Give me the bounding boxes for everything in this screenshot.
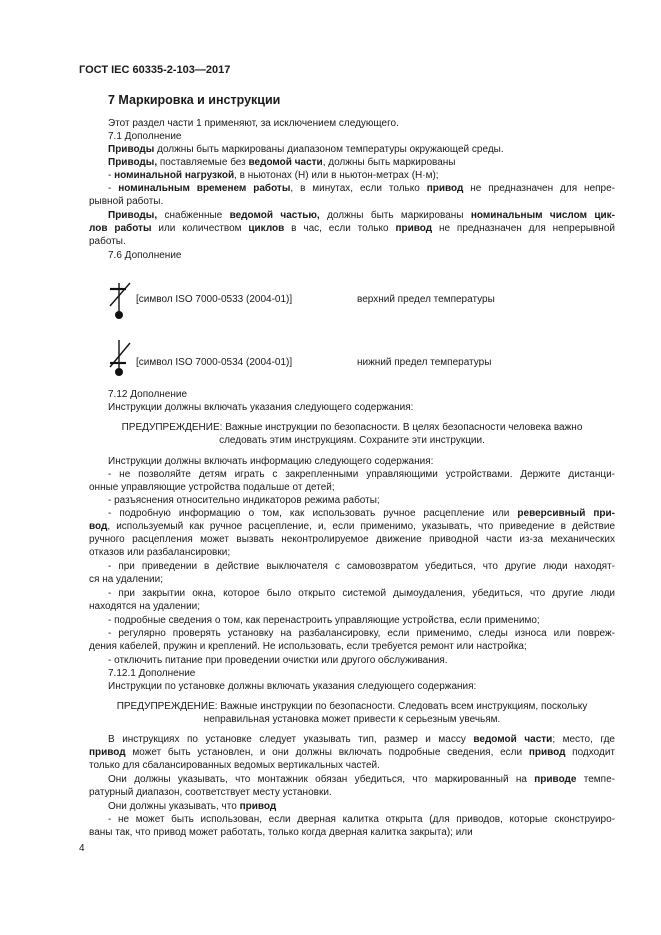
paragraph-line: рывной работы.: [89, 196, 164, 207]
list-item: - отключить питание при проведении очистки или другого обслуживания.: [108, 655, 448, 666]
paragraph-line: только для сбалансированных ведомых вертикальных частей.: [89, 760, 380, 771]
list-item: ручного расцепления может вызвать неконтролируемое движение приводной части из-за механических: [89, 534, 615, 545]
warning-line: ПРЕДУПРЕЖДЕНИЕ: Важные инструкции по безопасности. Следовать всем инструкциям, поскольку: [116, 701, 588, 712]
warning-line: неправильная установка может привести к серьезным увечьям.: [203, 714, 501, 725]
paragraph-line: лов работы или количеством циклов в час, если только привод не предназначен для непрерывной: [89, 223, 615, 234]
list-item: - номинальным временем работы, в минутах, если только привод не предназначен для непре-: [108, 183, 615, 194]
warning-line: ПРЕДУПРЕЖДЕНИЕ: Важные инструкции по безопасности. В целях безопасности человека важно: [121, 422, 583, 433]
standard-header: ГОСТ IEC 60335-2-103—2017: [79, 64, 231, 76]
paragraph-line: 7.12.1 Дополнение: [108, 668, 196, 679]
warning-line: следовать этим инструкциям. Сохраните эти инструкции.: [219, 435, 485, 446]
paragraph-line: Этот раздел части 1 применяют, за исключением следующего.: [108, 118, 399, 129]
list-item: - подробные сведения о том, как перенастроить управляющие устройства, если применимо;: [108, 615, 540, 626]
list-item: - номинальной нагрузкой, в ньютонах (Н) или в ньютон-метрах (Н·м);: [108, 170, 439, 181]
paragraph-line: 7.12 Дополнение: [108, 389, 188, 400]
list-item: вод, используемый как ручное расцепление, и, если применимо, указывать, что приведение в действие: [89, 521, 615, 532]
list-item: - не позволяйте детям играть с закрепленными управляющими устройствами. Держите дистанци-: [108, 469, 615, 480]
paragraph-line: работы.: [89, 236, 126, 247]
lower-limit-thermometer-icon: [106, 339, 132, 379]
paragraph-line: Инструкции должны включать указания следующего содержания:: [108, 402, 414, 413]
paragraph-line: В инструкциях по установке следует указывать тип, размер и массу ведомой части; место, где: [108, 734, 615, 745]
paragraph-line: Инструкции должны включать информацию следующего содержания:: [108, 456, 434, 467]
list-item: - подробную информацию о том, как использовать ручное расцепление или реверсивный при-: [108, 508, 615, 519]
paragraph-line: Приводы, снабженные ведомой частью, должны быть маркированы номинальным числом цик-: [108, 210, 615, 221]
paragraph-line: 7.6 Дополнение: [108, 250, 182, 261]
list-item: отказов или разбалансировки;: [89, 547, 231, 558]
list-item: находятся на удалении;: [89, 601, 201, 612]
paragraph-line: привод может быть установлен, и они должны включать подробные сведения, если привод подходит: [89, 747, 616, 758]
symbol-meaning: нижний предел температуры: [357, 357, 492, 368]
list-item: дения кабелей, пружин и креплений. Не использовать, если требуется ремонт или настройка;: [89, 641, 527, 652]
paragraph-line: Они должны указывать, что привод: [108, 801, 277, 812]
section-title: 7 Маркировка и инструкции: [108, 93, 281, 107]
paragraph-line: 7.1 Дополнение: [108, 131, 182, 142]
list-item: - разъяснения относительно индикаторов режима работы;: [108, 495, 380, 506]
list-item: - не может быть использован, если дверная калитка открыта (для приводов, которые сконструиро-: [108, 814, 615, 825]
list-item: - при приведении в действие выключателя с самовозвратом убедиться, что другие люди находят-: [108, 561, 615, 572]
list-item: - при закрытии окна, которое было открыто системой дымоудаления, убедиться, что другие люди: [108, 588, 615, 599]
upper-limit-thermometer-icon: [106, 282, 132, 322]
list-item: ся на удалении;: [89, 574, 163, 585]
paragraph-line: Инструкции по установке должны включать указания следующего содержания:: [108, 681, 477, 692]
paragraph-line: Они должны указывать, что монтажник обязан убедиться, что маркированный на приводе темпе-: [108, 774, 615, 785]
list-item: - регулярно проверять установку на разбалансировку, если применимо, следы износа или повреж-: [108, 628, 615, 639]
paragraph-line: Приводы, поставляемые без ведомой части, должны быть маркированы: [108, 157, 456, 168]
list-item: онные управляющие устройства подальше от детей;: [89, 482, 335, 493]
symbol-code: [символ ISO 7000-0534 (2004-01)]: [136, 357, 293, 368]
symbol-code: [символ ISO 7000-0533 (2004-01)]: [136, 294, 293, 305]
paragraph-line: ратурный диапазон, соответствует месту установки.: [89, 787, 332, 798]
list-item: ваны так, что привод может работать, только когда дверная калитка закрыта); или: [89, 827, 473, 838]
paragraph-line: Приводы должны быть маркированы диапазоном температуры окружающей среды.: [108, 144, 504, 155]
symbol-meaning: верхний предел температуры: [357, 294, 495, 305]
page-number: 4: [79, 843, 85, 854]
